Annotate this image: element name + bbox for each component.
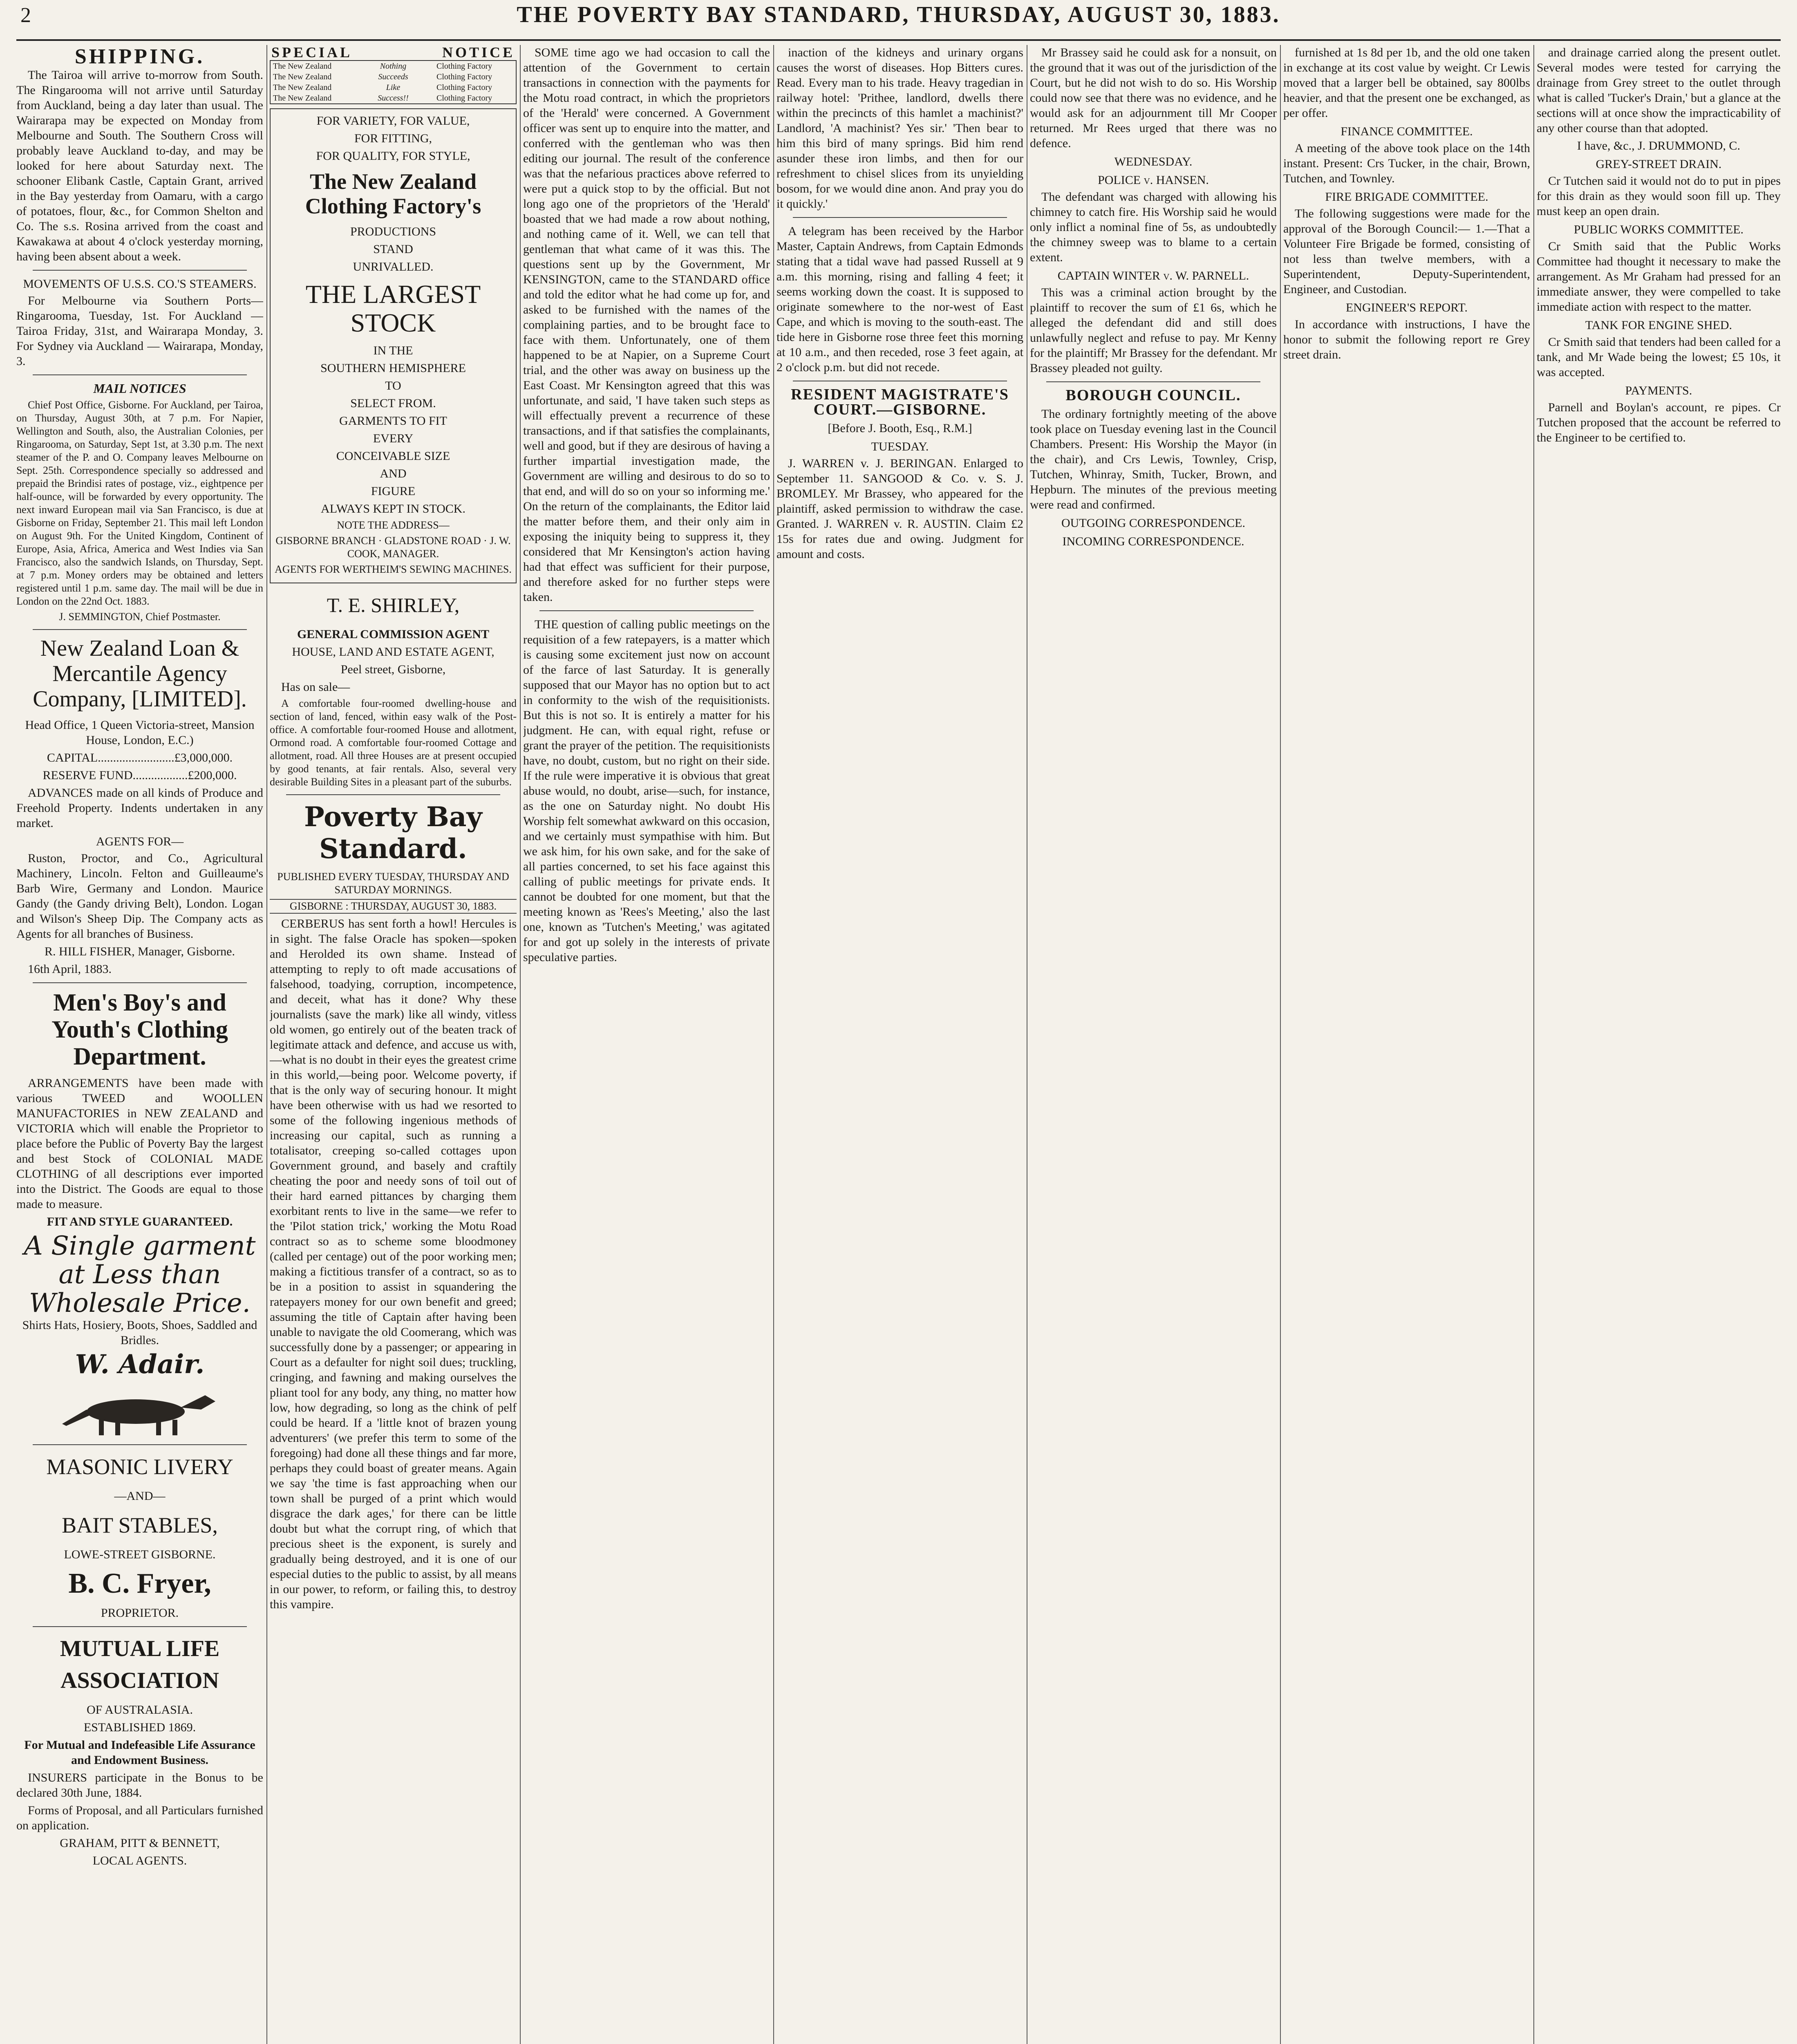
- article-text: furnished at 1s 8d per 1b, and the old one taken in exchange at its cost value by weight. Cr Lewis moved that a larger bell be obtained, say 800lbs heavier, and that the present one be exchanged, as per offer.: [1283, 46, 1530, 120]
- article-text: Cr Smith said that tenders had been called for a tank, and Mr Wade being the lowest; £5 10s, it was accepted.: [1537, 335, 1781, 379]
- columns: [16, 45, 1781, 2044]
- notice-cell: Like: [386, 83, 401, 92]
- mail-heading: MAIL NOTICES: [93, 381, 186, 396]
- fit-guaranteed: FIT AND STYLE GUARANTEED.: [47, 1215, 233, 1228]
- ad-stand: STAND: [373, 242, 413, 256]
- article-text: Parnell and Boylan's account, re pipes. Cr Tutchen proposed that the account be referred to the Engineer to be certified to.: [1537, 401, 1781, 444]
- ad-variety: FOR VARIETY, FOR VALUE,: [316, 114, 470, 128]
- column-4: [777, 45, 1023, 2044]
- loan-office: Head Office, 1 Queen Victoria-street, Mansion House, London, E.C.): [25, 718, 255, 747]
- column-6: [1283, 45, 1530, 2044]
- column-rule: [1533, 45, 1534, 2044]
- peel-street: Peel street, Gisborne,: [340, 663, 446, 676]
- ad-address: NOTE THE ADDRESS—: [337, 519, 450, 531]
- before-line: [Before J. Booth, Esq., R.M.]: [828, 421, 972, 435]
- divider: [1046, 381, 1260, 382]
- article-text: In accordance with instructions, I have the honor to submit the following report re Grey street drain.: [1283, 318, 1530, 361]
- article-text: This was a criminal action brought by the plaintiff to recover the sum of £1 6s, which he alleged the defendant did and still does unlawfully neglect and refuse to pay. Mr Kenny for the plaintiff; Mr Brassey for the defendant. Mr Brassey pleaded not guilty.: [1030, 286, 1277, 375]
- police-case: POLICE v. HANSEN.: [1098, 173, 1209, 187]
- ad-every: EVERY: [373, 432, 414, 445]
- mutual-life: MUTUAL LIFE ASSOCIATION: [60, 1636, 220, 1693]
- australasia: OF AUSTRALASIA.: [86, 1703, 193, 1717]
- ad-address-text: GISBORNE BRANCH · GLADSTONE ROAD · J. W. COOK, MANAGER.: [275, 535, 511, 560]
- masonic-livery: MASONIC LIVERY: [46, 1455, 233, 1479]
- page-number: 2: [20, 4, 31, 27]
- divider: [33, 982, 247, 983]
- column-rule: [520, 45, 521, 2044]
- article-text: SOME time ago we had occasion to call the attention of the Government to certain transactions in connection with the payments for the Motu road contract, in which the proprietors of the 'Herald' were concerned. A Government officer was sent up to enquire into the matter, and conferred with the gentleman who was then editing our journal. The result of the conference was that the nefarious practices above referred to were put a quick stop to by the official. But not long ago one of the proprietors of the 'Herald' boasted that we had made a row about nothing, and nothing came of it. Well, we can tell that gentleman that what came of it was this. The questions sent up by the Government, Mr KENSINGTON, came to the STANDARD office and told the editor what he had come up for, and asked to be furnished with the names of the complaining parties, and to be brought face to face with them. Unfortunately, one of them happened to be at Napier, on a Supreme Court trial, and the other was away on business up the East Coast. Mr Kensington agreed that this was unfortunate, and said, 'I have taken such steps as will effectually prevent a recurrence of these transactions, and if that satisfies the complainants, well and good, but if they are desirous of having a further impartial investigation made, the Government are willing and desirous to do so to that end, and will do so on your so informing me.' On the return of the complainants, the Editor laid the matter before them, and their only aim in exposing the iniquity being to suppress it, they considered that Mr Kensington's action having had that effect was sufficient for their purpose, and therefore asked for no further steps were taken.: [523, 46, 770, 604]
- special-notice-heading: [270, 45, 517, 60]
- horse-icon: [54, 1387, 226, 1436]
- agents-heading: AGENTS FOR—: [96, 835, 184, 848]
- movements-text: For Melbourne via Southern Ports—Ringarooma, Tuesday, 1st. For Auckland — Tairoa Friday, 31st, and Wairarapa Monday, 3. For Sydney via Auckland — Wairarapa, Monday, 3.: [16, 294, 263, 368]
- nz-clothing-ad: [270, 108, 517, 583]
- notice-cell: The New Zealand: [273, 83, 332, 92]
- fisher-date: 16th April, 1883.: [28, 962, 112, 976]
- ad-to: TO: [385, 379, 401, 392]
- and-text: —AND—: [114, 1489, 166, 1503]
- outgoing-heading: OUTGOING CORRESPONDENCE.: [1061, 516, 1245, 530]
- shirts-text: Shirts Hats, Hosiery, Boots, Shoes, Saddled and Bridles.: [22, 1318, 257, 1347]
- fryer: B. C. Fryer,: [68, 1568, 211, 1599]
- article-text: The following suggestions were made for the approval of the Borough Council:— 1.—That a Volunteer Fire Brigade be formed, consisting of not less than twelve members, with a Superintendent, Deputy-Superintendent, Engineer, and Custodian.: [1283, 207, 1530, 296]
- column-2: [270, 45, 517, 2044]
- divider: [33, 1444, 247, 1445]
- ad-wertheim: AGENTS FOR WERTHEIM'S SEWING MACHINES.: [275, 563, 512, 575]
- ad-conceivable: CONCEIVABLE SIZE: [336, 449, 450, 463]
- ad-garments: GARMENTS TO FIT: [339, 414, 447, 428]
- column-rule: [773, 45, 774, 2044]
- pbs-heading: Poverty Bay Standard.: [304, 801, 482, 865]
- capital: CAPITAL.........................£3,000,000.: [47, 751, 233, 764]
- established: ESTABLISHED 1869.: [83, 1721, 196, 1734]
- article-text: The ordinary fortnightly meeting of the above took place on Tuesday evening last in the Council Chambers. Present: His Worship the Mayor (in the chair), and Crs Lewis, Townley, Crisp, Tutchen, Whinray, Smith, Tucker, Brown, and Hepburn. The minutes of the previous meeting were read and confirmed.: [1030, 407, 1277, 511]
- divider: [33, 374, 247, 375]
- notice-cell: The New Zealand: [273, 94, 332, 103]
- article-text: Cr Smith said that the Public Works Committee had thought it necessary to make the arrangement. As Mr Graham had pressed for an immediate answer, they were compelled to take immediate action with respect to the matter.: [1537, 240, 1781, 314]
- column-7: [1537, 45, 1781, 2044]
- finance-heading: FINANCE COMMITTEE.: [1340, 125, 1473, 138]
- shirley-heading: T. E. SHIRLEY,: [327, 594, 460, 616]
- movements-heading: MOVEMENTS OF U.S.S. CO.'S STEAMERS.: [23, 277, 257, 291]
- notice-cell: The New Zealand: [273, 62, 332, 71]
- commission-agent: GENERAL COMMISSION AGENT: [297, 628, 490, 641]
- published-days: PUBLISHED EVERY TUESDAY, THURSDAY AND SATURDAY MORNINGS.: [277, 871, 509, 896]
- graham: GRAHAM, PITT & BENNETT,: [60, 1836, 220, 1850]
- article-text: Cr Tutchen said it would not do to put in pipes for this drain as they would soon fill up. They must keep an open drain.: [1537, 174, 1781, 218]
- fisher: R. HILL FISHER, Manager, Gisborne.: [45, 945, 235, 958]
- has-on-sale: Has on sale—: [281, 680, 350, 694]
- loan-heading: New Zealand Loan & Mercantile Agency Company, [LIMITED].: [33, 636, 247, 712]
- agents-text: Ruston, Proctor, and Co., Agricultural Machinery, Lincoln. Felton and Guilleaume's Barb Wire, Germany and London. Maurice Gandy (the Gandy driving Belt), London. Logan and Wilson's Sheep Dip. The Company acts as Agents for all branches of Business.: [16, 852, 263, 941]
- advances: ADVANCES made on all kinds of Produce and Freehold Property. Indents undertaken in any market.: [16, 786, 263, 830]
- tank-heading: TANK FOR ENGINE SHED.: [1585, 318, 1732, 332]
- forms: Forms of Proposal, and all Particulars furnished on application.: [16, 1804, 263, 1832]
- ad-factory: The New Zealand Clothing Factory's: [305, 169, 481, 218]
- ad-fitting: FOR FITTING,: [354, 132, 432, 145]
- mens-heading: Men's Boy's and Youth's Clothing Department.: [51, 989, 228, 1070]
- column-1: [16, 45, 263, 2044]
- divider: [33, 1626, 247, 1627]
- wednesday: WEDNESDAY.: [1114, 155, 1193, 168]
- shipping-heading: SHIPPING.: [74, 45, 205, 68]
- bait-stables: BAIT STABLES,: [62, 1513, 218, 1537]
- payments-heading: PAYMENTS.: [1625, 384, 1692, 397]
- article-text: and drainage carried along the present outlet. Several modes were tested for carrying the drainage from Grey street to the outlet through what is called 'Tucker's Drain,' but a glance at the sections will at once show the impracticability of any other course than that adopted.: [1537, 46, 1781, 135]
- ad-and: AND: [380, 467, 407, 480]
- postmaster: J. SEMMINGTON, Chief Postmaster.: [59, 611, 221, 623]
- ad-southern: SOUTHERN HEMISPHERE: [320, 361, 466, 375]
- house-land: HOUSE, LAND AND ESTATE AGENT,: [292, 645, 495, 659]
- article-text: J. WARREN v. J. BERINGAN. Enlarged to September 11. SANGOOD & Co. v. S. J. BROMLEY. Mr Brassey, who appeared for the plaintiff, asked permission to withdraw the case. Granted. J. WARREN v. R. AUSTIN. Claim £2 15s for rates due and owing. Judgment for amount and costs.: [777, 457, 1023, 561]
- article-text: The defendant was charged with allowing his chimney to catch fire. His Worship said he would only inflict a nominal fine of 5s, as undoubtedly the chimney sweep was to blame to a certain extent.: [1030, 190, 1277, 264]
- notice-left: SPECIAL: [271, 45, 353, 61]
- incoming-heading: INCOMING CORRESPONDENCE.: [1062, 535, 1244, 548]
- notice-cell: Nothing: [380, 62, 407, 71]
- notice-cell: Success!!: [378, 94, 409, 103]
- ad-largest: THE LARGEST STOCK: [305, 280, 481, 337]
- article-text: A telegram has been received by the Harbor Master, Captain Andrews, from Captain Edmonds stating that a tidal wave had passed Russell at 9 a.m. this morning, rising and falling 4 feet; it seems working down the coast. It is supposed to originate somewhere to the nor-west of East Cape, and which is moving to the south-east. The tide here in Gisborne rose three feet this morning at 10 a.m., and then receded, rose 3 feet again, at 2 o'clock p.m. but did not recede.: [777, 224, 1023, 374]
- fire-heading: FIRE BRIGADE COMMITTEE.: [1325, 190, 1488, 204]
- ad-always: ALWAYS KEPT IN STOCK.: [321, 502, 465, 515]
- local-agents: LOCAL AGENTS.: [92, 1854, 187, 1867]
- notice-cell: Clothing Factory: [436, 62, 492, 71]
- divider: [539, 610, 754, 611]
- signature: I have, &c., J. DRUMMOND, C.: [1577, 139, 1741, 152]
- engineer-heading: ENGINEER'S REPORT.: [1345, 301, 1468, 314]
- notice-cell: The New Zealand: [273, 72, 332, 81]
- mens-text: ARRANGEMENTS have been made with various TWEED and WOOLLEN MANUFACTORIES in NEW ZEALAND and VICTORIA which will enable the Proprietor to place before the Public of Poverty Bay the largest and best Stock of COLONIAL MADE CLOTHING of all descriptions ever imported into the District. The Goods are equal to those made to measure.: [16, 1076, 263, 1211]
- reserve-fund: RESERVE FUND..................£200,000.: [43, 769, 237, 782]
- tuesday: TUESDAY.: [871, 440, 929, 453]
- article-text: THE question of calling public meetings on the requisition of a few ratepayers, is a matter which is causing some excitement just now on account of the farce of last Saturday. It is generally supposed that our Mayor has no option but to act in conformity to the wish of the requisitionists. But this is not so. It is entirely a matter for his judgment. He can, with equal right, refuse or grant the prayer of the petition. The requisitionists have, no doubt, custom, but no right on their side. If the rule were imperative it is obvious that great abuse would, no doubt, arise—such, for instance, as the one on Saturday night. No doubt His Worship felt somewhat awkward on this occasion, and we certainly must sympathise with him. But we ask him, for his own sake, and for the sake of all parties concerned, to set his face against this calling of public meetings for private ends. It cannot be doubted for one moment, but that the meeting known as 'Rees's Meeting,' also the last one, known as 'Tutchen's Meeting,' was agitated for and got up solely in the interests of private speculative parties.: [523, 618, 770, 964]
- ad-figure: FIGURE: [371, 484, 416, 498]
- dateline: GISBORNE : THURSDAY, AUGUST 30, 1883.: [270, 899, 517, 914]
- divider: [793, 217, 1007, 218]
- ad-select: SELECT FROM.: [350, 397, 436, 410]
- resident-heading: RESIDENT MAGISTRATE'S COURT.—GISBORNE.: [791, 386, 1009, 418]
- editorial-text: CERBERUS has sent forth a howl! Hercules is in sight. The false Oracle has spoken—spoken and Herolded its own shame. Instead of attempting to reply to oft made accusations of falsehood, toadying, corruption, incompetence, and deceit, what has it done? Why these journalists (save the mark) like all windy, vitless old women, go entirely out of the beaten track of legitimate attack and defence, and accuse us with,—what is no doubt in their eyes the greatest crime in this world,—being poor. Welcome poverty, if that is the only way of securing honour. It might have been otherwise with us had we resorted to some of the following ingenious methods of increasing our capital, such as running a totalisator, creeping so-called cottages upon Government ground, and basely and craftily cheating the poor and needy sons of toil out of their hard earned pittances by charging them exorbitant rents to live in the same—we refer to the 'Pilot station trick,' working the Motu Road contract so as to scheme some bloodmoney (called per centage) out of the poor working men; making a fictitious transfer of a contract, so as to be in a position to assist in squandering the ratepayers money for our own benefit and greed; assuming the title of Captain after having been unable to navigate the old Coomerang, which was successfully done by a passenger; or appearing in Court as a defaulter for night soil dues; truckling, cringing, and fawning and making ourselves the pliant tool for any body, any thing, no matter how low, how degrading, so long as the chink of pelf could be heard. If a 'little knot of brazen young adventurers' (we prefer this term to some of the foregoing) had done all these things and far more, perhaps they could boast of greater means. Again we say 'the time is fast approaching when our town shall be purged of a print which would disgrace the dark ages,' for there can be little doubt but what the corrupt ring, of which that precious sheet is the exponent, is surely and gradually being destroyed, and it is one of our especial duties to the public to assist, by all means in our power, to reform, or failing this, to destroy this vampire.: [270, 917, 517, 1611]
- column-rule: [1280, 45, 1281, 2044]
- divider: [286, 794, 500, 795]
- borough-heading: BOROUGH COUNCIL.: [1065, 387, 1241, 404]
- article-text: inaction of the kidneys and urinary organs causes the worst of diseases. Hop Bitters cures. Read. Every man to his trade. Heavy tragedian in railway hotel: 'Prithee, landlord, dwells there within the precincts of this hamlet a machinist?' Landlord, 'A machinist? Yes sir.' 'Then bear to him this bird of many springs. Bid him rend asunder these iron limbs, and then for our refreshment to chisel slices from its unyielding bosom, for we would dine anon. And pray you do it quickly.': [777, 46, 1023, 211]
- ad-unrivalled: UNRIVALLED.: [353, 260, 434, 273]
- divider: [33, 270, 247, 271]
- masthead: [16, 0, 1781, 29]
- newspaper-title: THE POVERTY BAY STANDARD, THURSDAY, AUGUST 30, 1883.: [517, 2, 1280, 27]
- notice-cell: Succeeds: [378, 72, 408, 81]
- column-5: [1030, 45, 1277, 2044]
- ad-in-the: IN THE: [373, 344, 413, 357]
- top-rule: [16, 39, 1781, 41]
- mutual-sub: For Mutual and Indefeasible Life Assurance and Endowment Business.: [24, 1738, 255, 1767]
- notice-grid: [270, 60, 517, 104]
- notice-cell: Clothing Factory: [436, 83, 492, 92]
- single-garment: A Single garment at Less than Wholesale Price.: [24, 1231, 256, 1318]
- ad-productions: PRODUCTIONS: [350, 225, 436, 238]
- article-text: A meeting of the above took place on the 14th instant. Present: Crs Tucker, in the chair, Brown, Tutchen, and Townley.: [1283, 141, 1530, 185]
- grey-heading: GREY-STREET DRAIN.: [1596, 157, 1722, 171]
- proprietor: PROPRIETOR.: [101, 1606, 179, 1620]
- column-rule: [266, 45, 267, 2044]
- shipping-text: The Tairoa will arrive to-morrow from South. The Ringarooma will not arrive until Saturday from Auckland, being a day later than usual. The Wairarapa may be expected on Monday from Melbourne and South. The Southern Cross will probably leave Auckland to-day, and may be looked for here about Saturday next. The schooner Elibank Castle, Captain Grant, arrived in the Bay yesterday from Oamaru, with a cargo of potatoes, flour, &c., for Common Shelton and Co. The s.s. Rosina arrived from the coast and Kawakawa at about 4 o'clock yesterday morning, having been absent about a week.: [16, 68, 263, 263]
- article-text: Mr Brassey said he could ask for a nonsuit, on the ground that it was out of the jurisdiction of the Court, but he did not wish to do so. His Worship could now see that there was no evidence, and he would ask for an adjournment till Mr Cooper returned. Mr Rees urged that there was no defence.: [1030, 46, 1277, 150]
- mail-text: Chief Post Office, Gisborne. For Auckland, per Tairoa, on Thursday, August 30th, at 7 p.m. For Napier, Wellington and South, also, the Australian Colonies, per Ringarooma, on Saturday, Sept 1st, at 3.30 p.m. The next steamer of the P. and O. Company leaves Melbourne on Sept. 25th. Correspondence specially so addressed and prepaid the Brindisi rates of postage, viz., eightpence per half-ounce, will be forwarded by every opportunity. The next inward European mail via San Francisco, is due at Gisborne on Friday, September 21. This mail left London on August 9th. For the United Kingdom, Continent of Europe, Asia, Africa, America and West Indies via San Francisco, also the sandwich Islands, on Thursday, Sept. at 7 p.m. Money orders may be obtained and letters registered until 1 p.m. same day. The mail will be due in London on the 22nd Oct. 1883.: [16, 399, 263, 607]
- lowe-street: LOWE-STREET GISBORNE.: [64, 1548, 216, 1561]
- column-3: [523, 45, 770, 2044]
- ad-quality: FOR QUALITY, FOR STYLE,: [316, 149, 470, 163]
- insurers: INSURERS participate in the Bonus to be declared 30th June, 1884.: [16, 1771, 263, 1800]
- divider: [33, 629, 247, 630]
- captain-case: CAPTAIN WINTER v. W. PARNELL.: [1057, 269, 1249, 282]
- notice-cell: Clothing Factory: [436, 94, 492, 103]
- sale-text: A comfortable four-roomed dwelling-house and section of land, fenced, within easy walk of the Post-office. A comfortable four-roomed House and allotment, Ormond road. A comfortable four-roomed Cottage and allotment, road. All three Houses are at present occupied by good tenants, at fair rentals. Also, several very desirable Building Sites in a pleasant part of the suburbs.: [270, 697, 517, 788]
- notice-right: NOTICE: [442, 45, 515, 61]
- adair-signature: W. Adair.: [75, 1349, 205, 1380]
- notice-cell: Clothing Factory: [436, 72, 492, 81]
- public-heading: PUBLIC WORKS COMMITTEE.: [1573, 223, 1744, 236]
